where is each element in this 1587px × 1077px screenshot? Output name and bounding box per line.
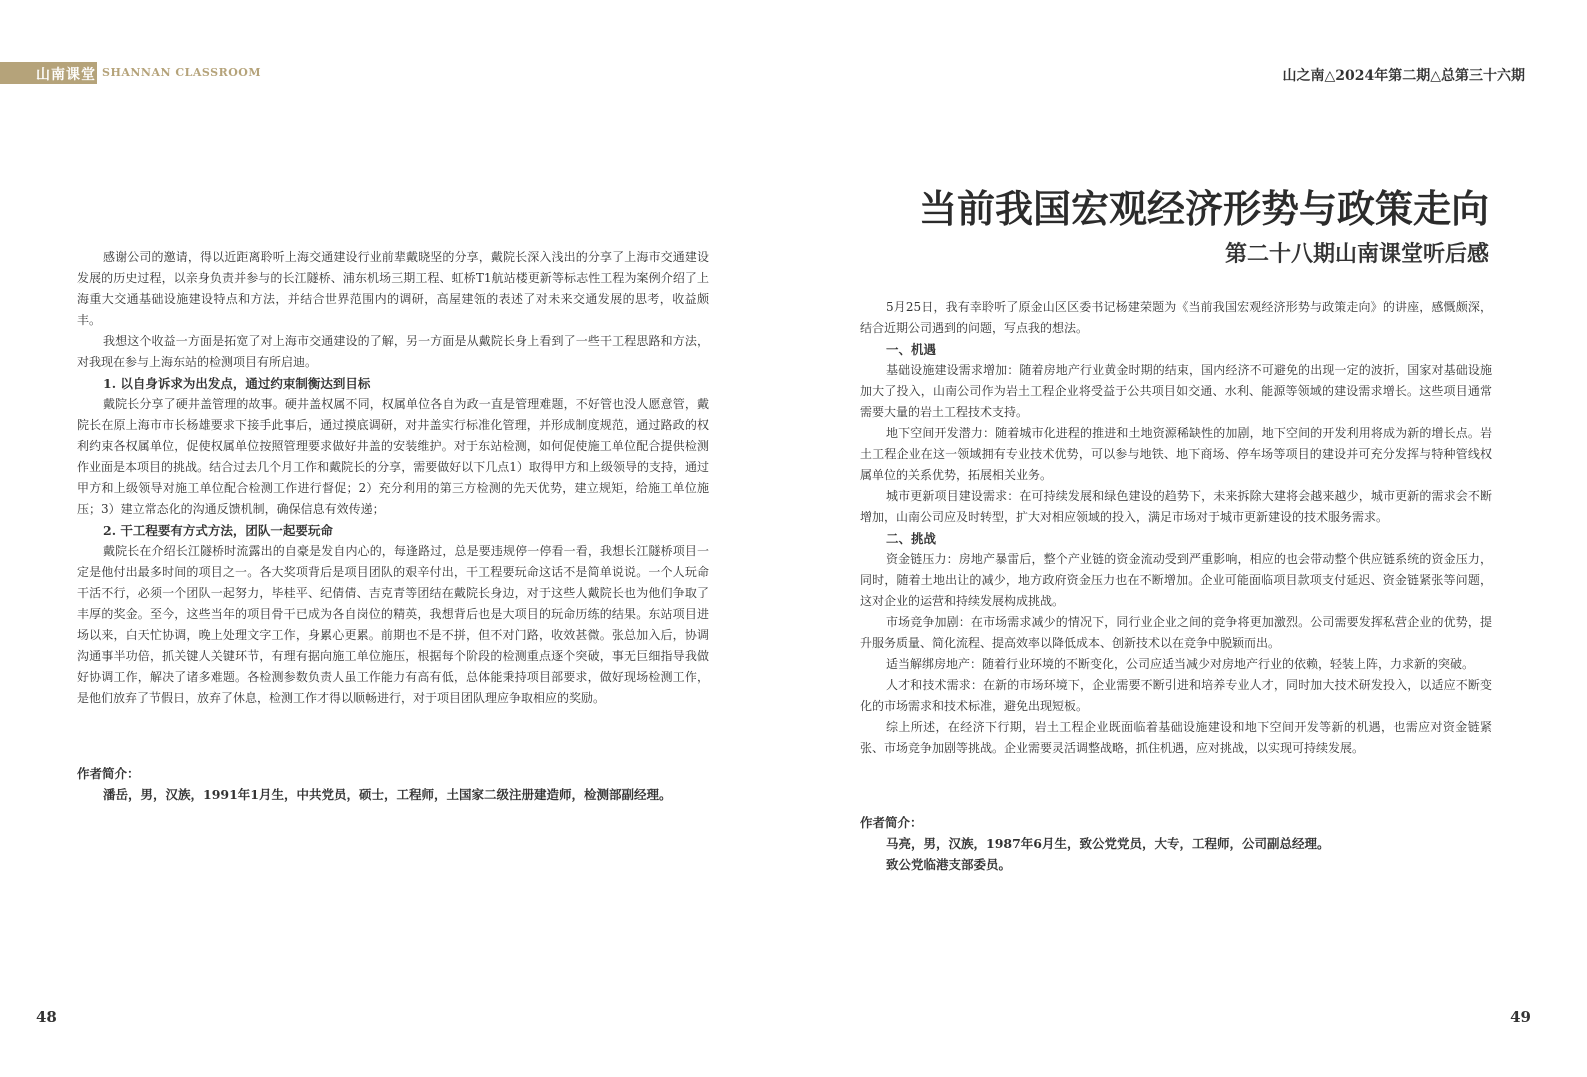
author-line: 马亮，男，汉族，1987年6月生，致公党党员，大专，工程师，公司副总经理。 (886, 836, 1330, 851)
paragraph: 人才和技术需求：在新的市场环境下，企业需要不断引进和培养专业人才，同时加大技术研发投入，以适应不断变化的市场需求和技术标准，避免出现短板。 (860, 678, 1492, 713)
article-subtitle: 第二十八期山南课堂听后感 (1224, 241, 1489, 267)
paragraph: 城市更新项目建设需求：在可持续发展和绿色建设的趋势下，未来拆除大建将会越来越少，城市更新的需求会不断增加，山南公司应及时转型，扩大对相应领域的投入，满足市场对于城市更新建设的技术服务需求。 (860, 489, 1492, 524)
paragraph: 综上所述，在经济下行期，岩土工程企业既面临着基础设施建设和地下空间开发等新的机遇，也需应对资金链紧张、市场竞争加剧等挑战。企业需要灵活调整战略，抓住机遇，应对挑战，以实现可持续发展。 (860, 720, 1492, 755)
author-line: 潘岳，男，汉族，1991年1月生，中共党员，硕士，工程师，土国家二级注册建造师，检测部副经理。 (103, 787, 672, 802)
author-label: 作者简介： (860, 815, 923, 830)
section-heading: 二、挑战 (886, 531, 937, 546)
section-heading: 一、机遇 (886, 342, 937, 357)
paragraph: 戴院长分享了硬井盖管理的故事。硬井盖权属不同，权属单位各自为政一直是管理难题，不好管也没人愿意管，戴院长在原上海市市长杨雄要求下接手此事后，通过摸底调研，对井盖实行标准化管理，并形成制度规范，通过路政的权利约束各权属单位，促使权属单位按照管理要求做好井盖的安装维护。对于东站检测，如何促使施工单位配合提供检测作业面是本项目的挑战。结合过去几个月工作和戴院长的分享，需要做好以下几点1）取得甲方和上级领导的支持，通过甲方和上级领导对施工单位配合检测工作进行督促；2）充分利用的第三方检测的先天优势，建立规矩，给施工单位施压；3）建立常态化的沟通反馈机制，确保信息有效传递； (77, 397, 709, 516)
paragraph: 地下空间开发潜力：随着城市化进程的推进和土地资源稀缺性的加剧，地下空间的开发利用将成为新的增长点。岩土工程企业在这一领域拥有专业技术优势，可以参与地铁、地下商场、停车场等项目的建设并可充分发挥与特种管线权属单位的关系优势，拓展相关业务。 (860, 426, 1492, 482)
author-label: 作者简介： (77, 766, 140, 781)
paragraph: 5月25日，我有幸聆听了原金山区区委书记杨建荣题为《当前我国宏观经济形势与政策走向》的讲座，感慨颇深，结合近期公司遇到的问题，写点我的想法。 (860, 300, 1492, 335)
section-header-band (0, 62, 97, 84)
section-heading: 1. 以自身诉求为出发点，通过约束制衡达到目标 (103, 376, 371, 391)
paragraph: 适当解绑房地产：随着行业环境的不断变化，公司应适当减少对房地产行业的依赖，轻装上阵，力求新的突破。 (886, 657, 1475, 671)
page-number-left: 48 (36, 1008, 57, 1026)
paragraph: 我想这个收益一方面是拓宽了对上海市交通建设的了解，另一方面是从戴院长身上看到了一些干工程思路和方法，对我现在参与上海东站的检测项目有所启迪。 (77, 334, 709, 369)
section-heading: 2. 干工程要有方式方法，团队一起要玩命 (103, 523, 333, 538)
issue-header: 山之南△2024年第二期△总第三十六期 (1282, 68, 1525, 84)
page-number-right: 49 (1510, 1008, 1531, 1026)
paragraph: 基础设施建设需求增加：随着房地产行业黄金时期的结束，国内经济不可避免的出现一定的波折，国家对基础设施加大了投入，山南公司作为岩土工程企业将受益于公共项目如交通、水利、能源等领域的建设需求增长。这些项目通常需要大量的岩土工程技术支持。 (860, 363, 1492, 419)
right-article-body (860, 297, 1492, 759)
author-line: 致公党临港支部委员。 (886, 857, 1012, 872)
paragraph: 市场竞争加剧：在市场需求减少的情况下，同行业企业之间的竞争将更加激烈。公司需要发挥私营企业的优势，提升服务质量、简化流程、提高效率以降低成本、创新技术以在竞争中脱颖而出。 (860, 615, 1492, 650)
article-title: 当前我国宏观经济形势与政策走向 (918, 186, 1489, 231)
paragraph: 戴院长在介绍长江隧桥时流露出的自豪是发自内心的，每逢路过，总是要违规停一停看一看，我想长江隧桥项目一定是他付出最多时间的项目之一。各大奖项背后是项目团队的艰辛付出，干工程要玩命这话不是简单说说。一个人玩命干活不行，必须一个团队一起努力，毕桂平、纪倩倩、吉克青等团结在戴院长身边，对于这些人戴院长也为他们争取了丰厚的奖金。至今，这些当年的项目骨干已成为各自岗位的精英，我想背后也是大项目的玩命历练的结果。东站项目进场以来，白天忙协调，晚上处理文字工作，身累心更累。前期也不是不拼，但不对门路，收效甚微。张总加入后，协调沟通事半功倍，抓关键人关键环节，有理有据向施工单位施压，根据每个阶段的检测重点逐个突破，事无巨细指导我做好协调工作，解决了诸多难题。各检测参数负责人虽工作能力有高有低，总体能秉持项目部要求，做好现场检测工作，是他们放弃了节假日，放弃了休息，检测工作才得以顺畅进行，对于项目团队理应争取相应的奖励。 (77, 544, 709, 705)
paragraph: 感谢公司的邀请，得以近距离聆听上海交通建设行业前辈戴晓坚的分享，戴院长深入浅出的分享了上海市交通建设发展的历史过程，以亲身负责并参与的长江隧桥、浦东机场三期工程、虹桥T1航站楼更新等标志性工程为案例介绍了上海重大交通基础设施建设特点和方法，并结合世界范围内的调研，高屋建瓴的表述了对未来交通发展的思考，收益颇丰。 (77, 250, 709, 327)
left-page (0, 0, 780, 1077)
section-header-label: 山南课堂 (36, 67, 96, 83)
section-header-sub: SHANNAN CLASSROOM (102, 66, 262, 79)
paragraph: 资金链压力：房地产暴雷后，整个产业链的资金流动受到严重影响，相应的也会带动整个供应链系统的资金压力，同时，随着土地出让的减少，地方政府资金压力也在不断增加。企业可能面临项目款项支付延迟、资金链紧张等问题，这对企业的运营和持续发展构成挑战。 (860, 552, 1492, 608)
left-author-bio (77, 763, 717, 805)
right-author-bio (860, 812, 1500, 875)
left-article-body (77, 247, 709, 709)
